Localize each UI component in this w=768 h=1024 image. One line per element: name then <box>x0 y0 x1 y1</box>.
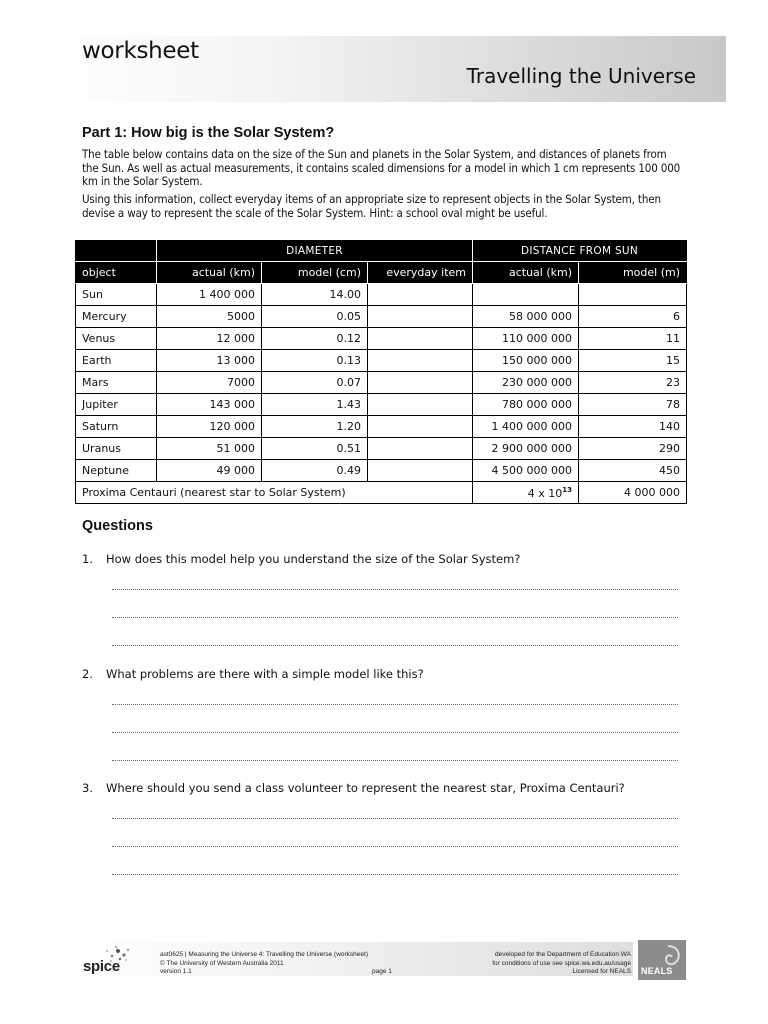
table-column-header <box>76 262 687 284</box>
cell-everyday-item[interactable] <box>368 438 473 460</box>
proxima-distance-exponent: 13 <box>562 485 573 494</box>
group-distance: DISTANCE FROM SUN <box>473 241 687 262</box>
answer-line[interactable] <box>112 589 678 590</box>
answer-line[interactable] <box>112 846 678 847</box>
cell-object: Venus <box>76 328 157 350</box>
instruction-paragraph: Using this information, collect everyday items of an appropriate size to represent objects in the Solar System, then devise a way to represent the scale of the Solar System. Hint: a school oval might be useful. <box>82 192 661 220</box>
cell-everyday-item[interactable] <box>368 328 473 350</box>
answer-line[interactable] <box>112 874 678 875</box>
cell-object: Saturn <box>76 416 157 438</box>
question-2 <box>82 667 424 681</box>
cell-diameter: 5000 <box>157 306 262 328</box>
cell-model: 0.05 <box>262 306 368 328</box>
cell-everyday-item[interactable] <box>368 284 473 306</box>
cell-distance: 4 500 000 000 <box>473 460 579 482</box>
cell-everyday-item[interactable] <box>368 372 473 394</box>
cell-object: Neptune <box>76 460 157 482</box>
solar-system-table <box>75 240 687 504</box>
col-actual-km: actual (km) <box>157 262 262 284</box>
cell-object: Uranus <box>76 438 157 460</box>
cell-distance-model: 290 <box>579 438 687 460</box>
proxima-distance-base: 4 x 10 <box>527 486 563 500</box>
table-row <box>76 438 687 460</box>
question-2-text: What problems are there with a simple model like this? <box>106 667 424 681</box>
table-group-header <box>76 241 687 262</box>
footer-resource-id: ast0625 | Measuring the Universe 4: Travelling the Universe (worksheet) <box>160 951 368 958</box>
cell-model: 14.00 <box>262 284 368 306</box>
brand-wordmark: worksheet <box>82 38 199 64</box>
table-row <box>76 394 687 416</box>
question-1-text: How does this model help you understand the size of the Solar System? <box>106 552 521 566</box>
question-1-number: 1. <box>82 552 93 566</box>
col-model-cm: model (cm) <box>262 262 368 284</box>
cell-everyday-item[interactable] <box>368 306 473 328</box>
cell-distance: 150 000 000 <box>473 350 579 372</box>
cell-everyday-item[interactable] <box>368 460 473 482</box>
cell-distance: 780 000 000 <box>473 394 579 416</box>
cell-distance: 230 000 000 <box>473 372 579 394</box>
footer-developed-for: developed for the Department of Education WA <box>495 951 631 958</box>
cell-model: 1.20 <box>262 416 368 438</box>
table-row <box>76 460 687 482</box>
question-3-text: Where should you send a class volunteer to represent the nearest star, Proxima Centauri? <box>106 781 625 795</box>
cell-distance: 110 000 000 <box>473 328 579 350</box>
table-row-proxima <box>76 482 687 504</box>
cell-model: 0.07 <box>262 372 368 394</box>
cell-diameter: 1 400 000 <box>157 284 262 306</box>
cell-distance-model: 15 <box>579 350 687 372</box>
cell-everyday-item[interactable] <box>368 394 473 416</box>
cell-object: Mars <box>76 372 157 394</box>
answer-line[interactable] <box>112 760 678 761</box>
cell-distance-model: 450 <box>579 460 687 482</box>
part1-heading: Part 1: How big is the Solar System? <box>82 125 335 141</box>
question-1 <box>82 552 520 566</box>
cell-diameter: 143 000 <box>157 394 262 416</box>
table-row <box>76 328 687 350</box>
spice-logo-text: spice <box>83 958 120 975</box>
page-title: Travelling the Universe <box>466 64 696 88</box>
answer-line[interactable] <box>112 818 678 819</box>
col-everyday-item: everyday item <box>368 262 473 284</box>
answer-line[interactable] <box>112 704 678 705</box>
table-row <box>76 284 687 306</box>
cell-proxima-distance <box>473 482 579 504</box>
footer-version: version 1.1 <box>160 968 192 975</box>
question-2-number: 2. <box>82 667 93 681</box>
cell-diameter: 51 000 <box>157 438 262 460</box>
answer-line[interactable] <box>112 645 678 646</box>
col-distance-actual: actual (km) <box>473 262 579 284</box>
question-3-number: 3. <box>82 781 93 795</box>
group-diameter: DIAMETER <box>157 241 473 262</box>
table-row <box>76 416 687 438</box>
cell-object: Jupiter <box>76 394 157 416</box>
footer-copyright: © The University of Western Australia 2011 <box>160 959 284 967</box>
cell-object: Mercury <box>76 306 157 328</box>
cell-distance-model <box>579 284 687 306</box>
answer-line[interactable] <box>112 732 678 733</box>
cell-distance-model: 78 <box>579 394 687 416</box>
footer-page-number: page 1 <box>372 968 392 975</box>
table-group-empty <box>76 241 157 262</box>
cell-distance-model: 6 <box>579 306 687 328</box>
cell-diameter: 7000 <box>157 372 262 394</box>
cell-distance: 1 400 000 000 <box>473 416 579 438</box>
cell-model: 0.13 <box>262 350 368 372</box>
intro-paragraph: The table below contains data on the size of the Sun and planets in the Solar System, and distances of planets from the Sun. As well as actual measurements, it contains scaled dimensions for a model in which 1 cm represents 100 000 km in the Solar System. <box>82 147 681 189</box>
cell-everyday-item[interactable] <box>368 416 473 438</box>
footer-left <box>160 951 368 977</box>
cell-model: 1.43 <box>262 394 368 416</box>
col-object: object <box>76 262 157 284</box>
footer-right <box>492 951 631 977</box>
cell-diameter: 13 000 <box>157 350 262 372</box>
footer-usage-link[interactable]: for conditions of use see spice.wa.edu.au/usage <box>492 959 631 967</box>
question-3 <box>82 781 625 795</box>
cell-distance-model: 140 <box>579 416 687 438</box>
table-row <box>76 372 687 394</box>
cell-model: 0.49 <box>262 460 368 482</box>
answer-line[interactable] <box>112 617 678 618</box>
cell-distance-model: 11 <box>579 328 687 350</box>
cell-distance: 2 900 000 000 <box>473 438 579 460</box>
cell-proxima-label: Proxima Centauri (nearest star to Solar System) <box>76 482 473 504</box>
cell-model: 0.51 <box>262 438 368 460</box>
cell-diameter: 12 000 <box>157 328 262 350</box>
footer-licence: Licensed for NEALS <box>572 968 631 975</box>
cell-proxima-model: 4 000 000 <box>579 482 687 504</box>
cell-diameter: 120 000 <box>157 416 262 438</box>
cell-distance <box>473 284 579 306</box>
cell-model: 0.12 <box>262 328 368 350</box>
neals-logo-text: NEALS <box>641 966 673 976</box>
cell-diameter: 49 000 <box>157 460 262 482</box>
col-distance-model: model (m) <box>579 262 687 284</box>
cell-everyday-item[interactable] <box>368 350 473 372</box>
table-row <box>76 350 687 372</box>
cell-object: Sun <box>76 284 157 306</box>
questions-heading: Questions <box>82 518 153 534</box>
cell-distance: 58 000 000 <box>473 306 579 328</box>
cell-object: Earth <box>76 350 157 372</box>
table-row <box>76 306 687 328</box>
cell-distance-model: 23 <box>579 372 687 394</box>
